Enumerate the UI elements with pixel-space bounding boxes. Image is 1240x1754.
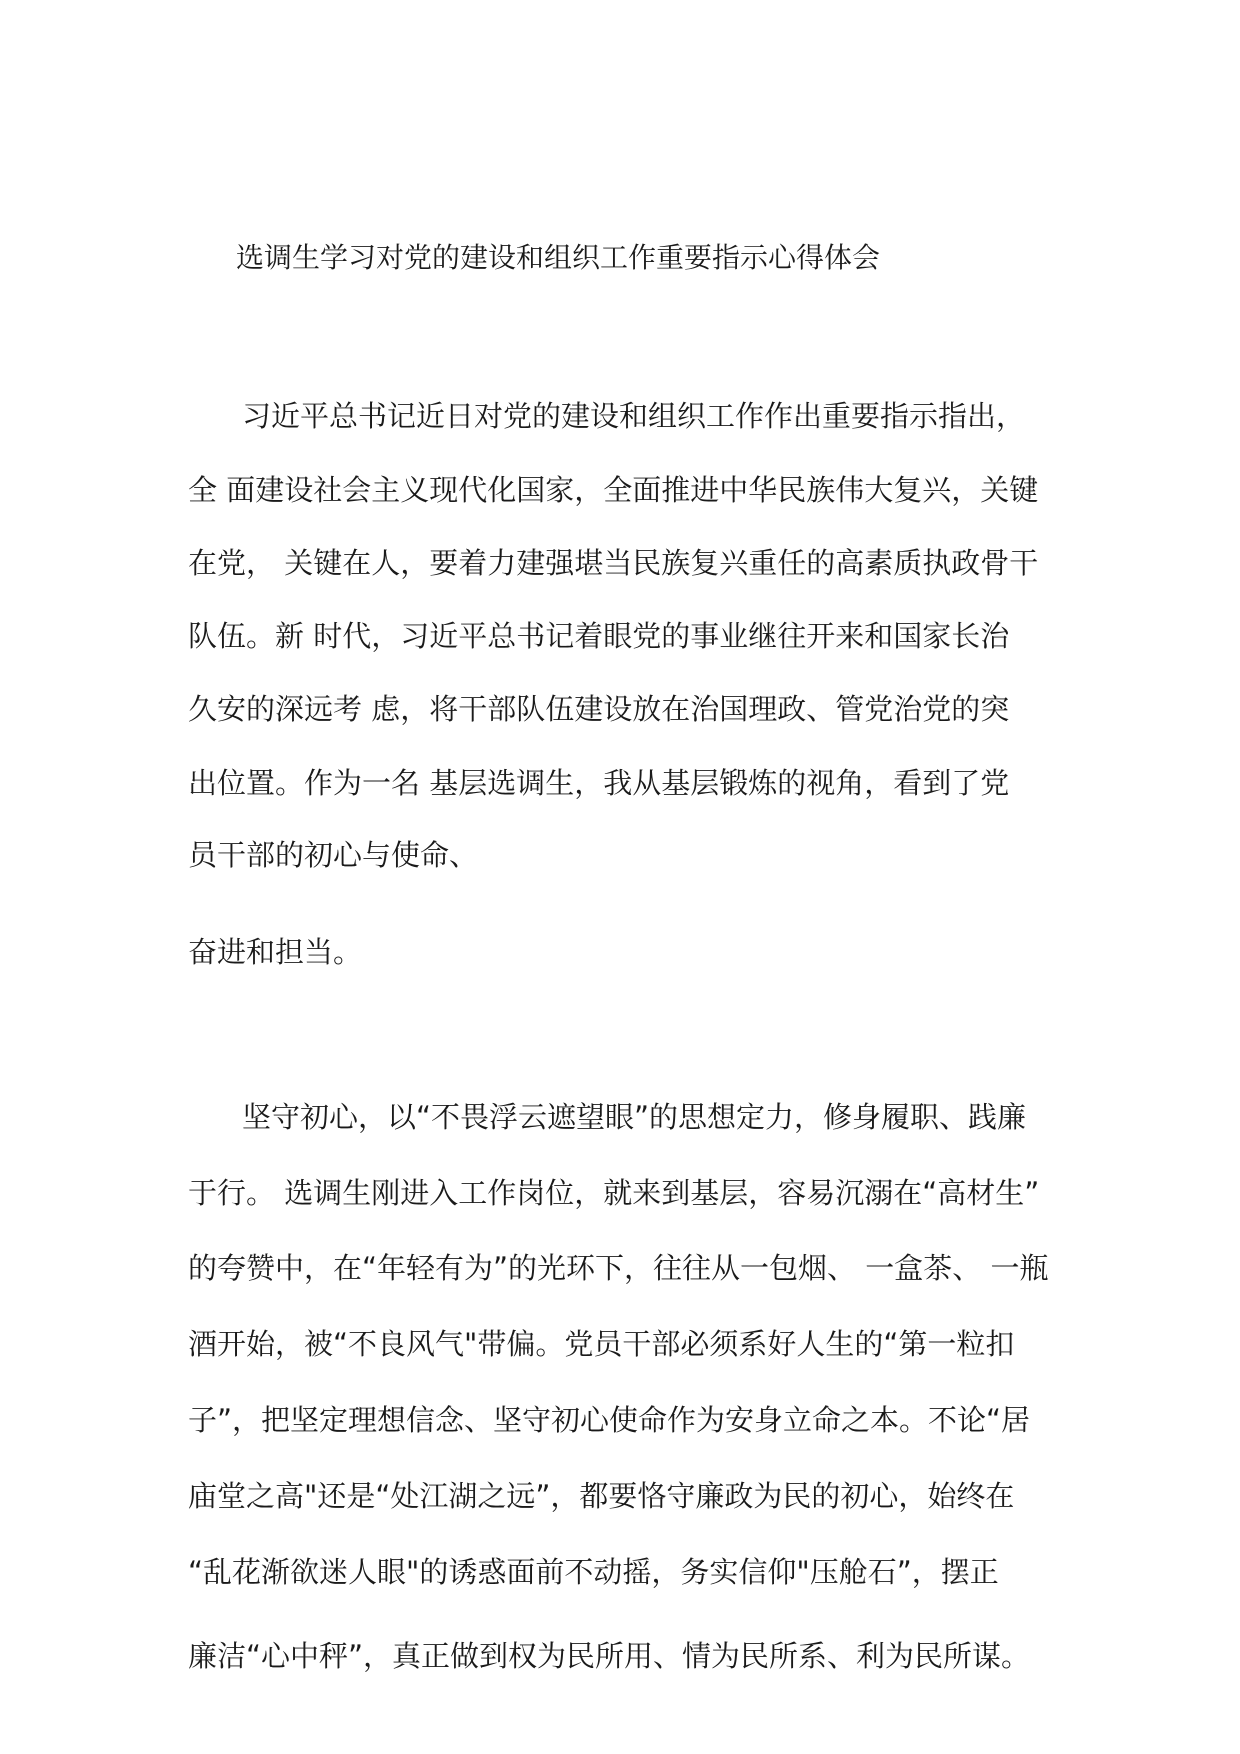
paragraph-line: 子”，把坚定理想信念、坚守初心使命作为安身立命之本。不论“居 xyxy=(188,1403,1031,1437)
paragraph-line: 坚守初心，以“不畏浮云遮望眼”的思想定力，修身履职、践廉 xyxy=(242,1100,1027,1134)
paragraph-line: 在党， 关键在人，要着力建强堪当民族复兴重任的高素质执政骨干 xyxy=(188,546,1039,580)
paragraph-line: 队伍。新 时代，习近平总书记着眼党的事业继往开来和国家长治 xyxy=(188,619,1010,653)
paragraph-line: 于行。 选调生刚进入工作岗位，就来到基层，容易沉溺在“高材生” xyxy=(188,1176,1040,1210)
paragraph-line: “乱花渐欲迷人眼"的诱惑面前不动摇，务实信仰"压舱石”，摆正 xyxy=(188,1555,999,1589)
paragraph-line: 久安的深远考 虑，将干部队伍建设放在治国理政、管党治党的突 xyxy=(188,692,1010,726)
paragraph-line: 庙堂之高"还是“处江湖之远”，都要恪守廉政为民的初心，始终在 xyxy=(188,1479,1015,1513)
paragraph-line: 出位置。作为一名 基层选调生，我从基层锻炼的视角，看到了党 xyxy=(188,766,1010,800)
paragraph-line: 廉洁“心中秤”，真正做到权为民所用、情为民所系、利为民所谋。 xyxy=(188,1639,1031,1673)
paragraph-line: 的夸赞中，在“年轻有为”的光环下，往往从一包烟、 一盒茶、 一瓶 xyxy=(188,1251,1049,1285)
paragraph-line: 酒开始，被“不良风气"带偏。党员干部必须系好人生的“第一粒扣 xyxy=(188,1327,1015,1361)
document-title: 选调生学习对党的建设和组织工作重要指示心得体会 xyxy=(236,241,881,274)
paragraph-line: 全 面建设社会主义现代化国家，全面推进中华民族伟大复兴，关键 xyxy=(188,473,1039,507)
paragraph-line: 奋进和担当。 xyxy=(188,935,363,969)
paragraph-line: 员干部的初心与使命、 xyxy=(188,838,479,872)
paragraph-line: 习近平总书记近日对党的建设和组织工作作出重要指示指出， xyxy=(242,399,1026,433)
